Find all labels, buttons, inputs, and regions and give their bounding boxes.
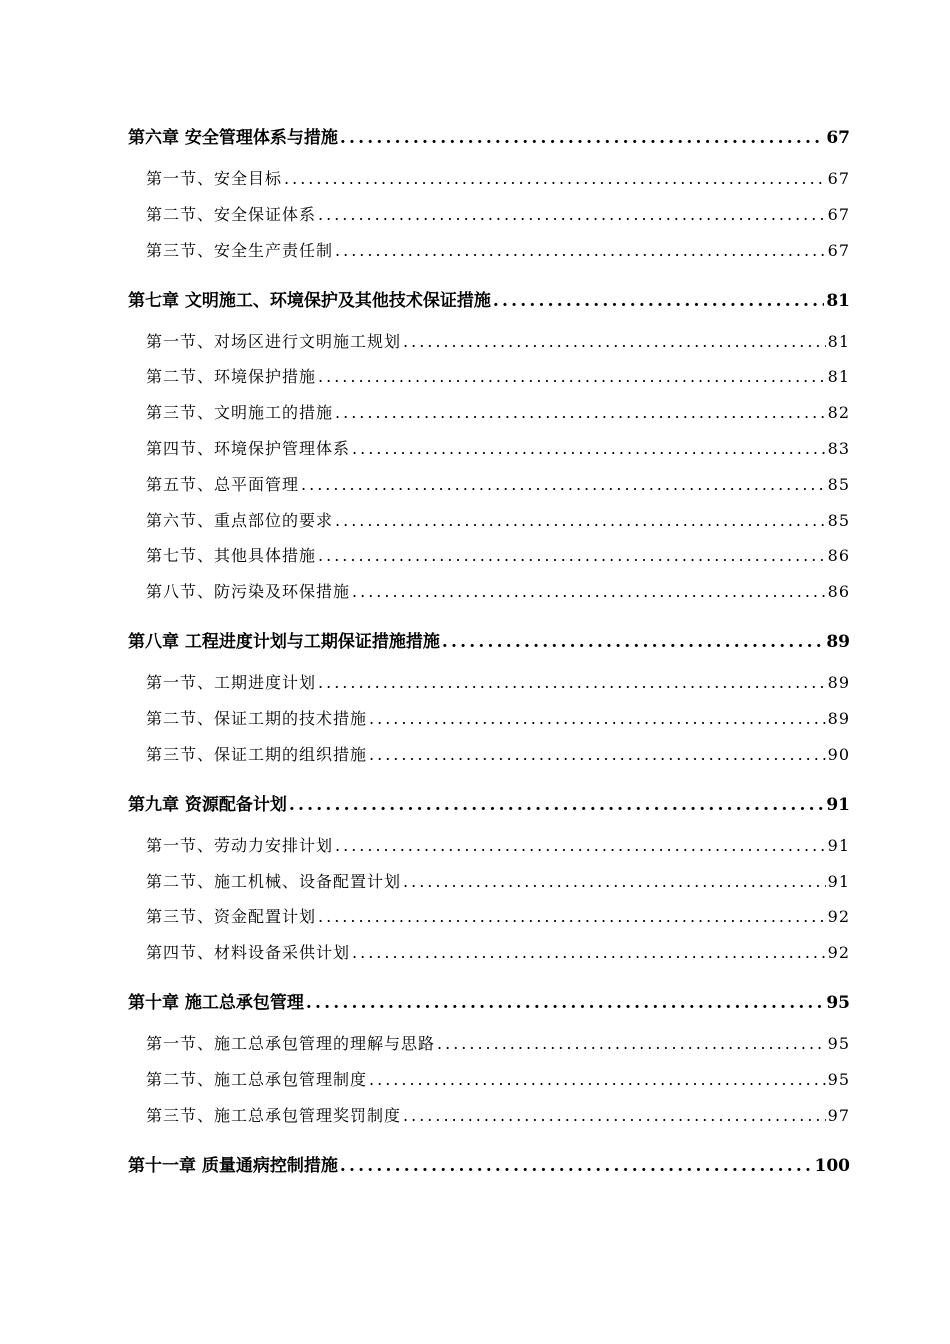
- toc-section-page-number: 91: [827, 871, 850, 891]
- toc-leader-dots: [284, 164, 826, 194]
- toc-section-title: 第八节、防污染及环保措施: [146, 582, 351, 602]
- toc-leader-dots: [403, 1101, 826, 1131]
- toc-section-page-number: 91: [827, 835, 850, 855]
- toc-section-entry[interactable]: [128, 541, 850, 577]
- toc-chapter-page-number: 100: [814, 1155, 850, 1176]
- toc-chapter-title: 第十章 施工总承包管理: [128, 993, 304, 1014]
- toc-section-entry[interactable]: [128, 704, 850, 740]
- toc-leader-dots: [335, 506, 826, 536]
- toc-leader-dots: [340, 118, 824, 158]
- toc-section-page-number: 83: [827, 438, 850, 458]
- toc-chapter-entry[interactable]: [128, 785, 850, 831]
- toc-leader-dots: [352, 577, 826, 607]
- toc-section-entry[interactable]: [128, 506, 850, 542]
- toc-leader-dots: [318, 541, 826, 571]
- toc-leader-dots: [318, 362, 826, 392]
- toc-section-title: 第二节、施工总承包管理制度: [146, 1069, 368, 1089]
- toc-section-entry[interactable]: [128, 1029, 850, 1065]
- toc-section-page-number: 67: [827, 240, 850, 260]
- toc-section-entry[interactable]: [128, 327, 850, 363]
- toc-chapter-entry[interactable]: [128, 1146, 850, 1192]
- toc-leader-dots: [369, 740, 826, 770]
- toc-section-entry[interactable]: [128, 200, 850, 236]
- toc-section-entry[interactable]: [128, 831, 850, 867]
- toc-section-page-number: 89: [827, 708, 850, 728]
- toc-leader-dots: [352, 434, 826, 464]
- toc-section-title: 第四节、环境保护管理体系: [146, 438, 351, 458]
- toc-section-page-number: 90: [827, 744, 850, 764]
- toc-leader-dots: [318, 668, 826, 698]
- toc-section-title: 第五节、总平面管理: [146, 474, 300, 494]
- toc-section-entry[interactable]: [128, 938, 850, 983]
- toc-chapter-entry[interactable]: [128, 281, 850, 327]
- toc-leader-dots: [369, 704, 826, 734]
- toc-section-title: 第一节、劳动力安排计划: [146, 835, 334, 855]
- toc-section-page-number: 95: [827, 1034, 850, 1054]
- toc-section-entry[interactable]: [128, 1101, 850, 1146]
- toc-chapter-title: 第八章 工程进度计划与工期保证措施措施: [128, 632, 440, 653]
- toc-section-page-number: 86: [827, 582, 850, 602]
- toc-chapter-title: 第十一章 质量通病控制措施: [128, 1155, 338, 1176]
- toc-section-title: 第七节、其他具体措施: [146, 546, 317, 566]
- toc-leader-dots: [335, 831, 826, 861]
- toc-section-title: 第二节、保证工期的技术措施: [146, 708, 368, 728]
- toc-section-page-number: 92: [827, 943, 850, 963]
- toc-chapter-page-number: 91: [826, 794, 850, 815]
- toc-section-title: 第三节、文明施工的措施: [146, 403, 334, 423]
- toc-leader-dots: [301, 470, 826, 500]
- toc-section-page-number: 89: [827, 673, 850, 693]
- toc-leader-dots: [437, 1029, 826, 1059]
- toc-section-page-number: 81: [827, 331, 850, 351]
- toc-section-page-number: 97: [827, 1105, 850, 1125]
- toc-section-page-number: 81: [827, 367, 850, 387]
- toc-chapter-page-number: 67: [826, 128, 850, 148]
- toc-leader-dots: [306, 983, 824, 1023]
- toc-section-entry[interactable]: [128, 902, 850, 938]
- toc-chapter-page-number: 89: [826, 632, 850, 653]
- toc-section-page-number: 82: [827, 403, 850, 423]
- toc-chapter-title: 第六章 安全管理体系与措施: [128, 128, 338, 148]
- toc-section-entry[interactable]: [128, 398, 850, 434]
- toc-section-entry[interactable]: [128, 164, 850, 200]
- toc-leader-dots: [403, 867, 826, 897]
- toc-section-title: 第三节、安全生产责任制: [146, 240, 334, 260]
- toc-section-page-number: 67: [827, 169, 850, 188]
- toc-leader-dots: [442, 622, 824, 662]
- toc-leader-dots: [369, 1065, 826, 1095]
- toc-section-title: 第三节、资金配置计划: [146, 907, 317, 927]
- toc-chapter-page-number: 81: [826, 290, 850, 311]
- toc-section-entry[interactable]: [128, 236, 850, 281]
- toc-section-title: 第二节、安全保证体系: [146, 204, 317, 224]
- toc-section-title: 第一节、安全目标: [146, 169, 283, 188]
- toc-section-page-number: 67: [827, 204, 850, 224]
- table-of-contents: [128, 118, 850, 1192]
- toc-section-title: 第二节、施工机械、设备配置计划: [146, 871, 402, 891]
- toc-section-title: 第二节、环境保护措施: [146, 367, 317, 387]
- toc-leader-dots: [340, 1146, 813, 1186]
- toc-section-title: 第三节、保证工期的组织措施: [146, 744, 368, 764]
- toc-section-page-number: 85: [827, 474, 850, 494]
- toc-chapter-page-number: 95: [826, 993, 850, 1014]
- toc-section-title: 第一节、对场区进行文明施工规划: [146, 331, 402, 351]
- toc-leader-dots: [352, 938, 826, 968]
- toc-section-title: 第一节、工期进度计划: [146, 673, 317, 693]
- toc-section-page-number: 92: [827, 907, 850, 927]
- toc-section-page-number: 86: [827, 546, 850, 566]
- toc-section-title: 第四节、材料设备采供计划: [146, 943, 351, 963]
- toc-section-page-number: 95: [827, 1069, 850, 1089]
- toc-section-title: 第一节、施工总承包管理的理解与思路: [146, 1034, 436, 1054]
- toc-chapter-entry[interactable]: [128, 622, 850, 668]
- toc-section-entry[interactable]: [128, 867, 850, 903]
- toc-section-entry[interactable]: [128, 577, 850, 622]
- toc-section-entry[interactable]: [128, 1065, 850, 1101]
- toc-leader-dots: [318, 902, 826, 932]
- toc-leader-dots: [335, 236, 826, 266]
- toc-leader-dots: [493, 281, 824, 321]
- toc-section-entry[interactable]: [128, 668, 850, 704]
- toc-leader-dots: [335, 398, 826, 428]
- toc-section-entry[interactable]: [128, 434, 850, 470]
- toc-section-title: 第三节、施工总承包管理奖罚制度: [146, 1105, 402, 1125]
- toc-chapter-entry[interactable]: [128, 983, 850, 1029]
- toc-leader-dots: [289, 785, 824, 825]
- toc-section-entry[interactable]: [128, 740, 850, 785]
- toc-chapter-entry[interactable]: [128, 118, 850, 164]
- toc-leader-dots: [318, 200, 826, 230]
- toc-section-title: 第六节、重点部位的要求: [146, 510, 334, 530]
- toc-section-entry[interactable]: [128, 362, 850, 398]
- toc-section-entry[interactable]: [128, 470, 850, 506]
- toc-leader-dots: [403, 327, 826, 357]
- toc-section-page-number: 85: [827, 510, 850, 530]
- toc-chapter-title: 第九章 资源配备计划: [128, 794, 287, 815]
- toc-chapter-title: 第七章 文明施工、环境保护及其他技术保证措施: [128, 290, 491, 311]
